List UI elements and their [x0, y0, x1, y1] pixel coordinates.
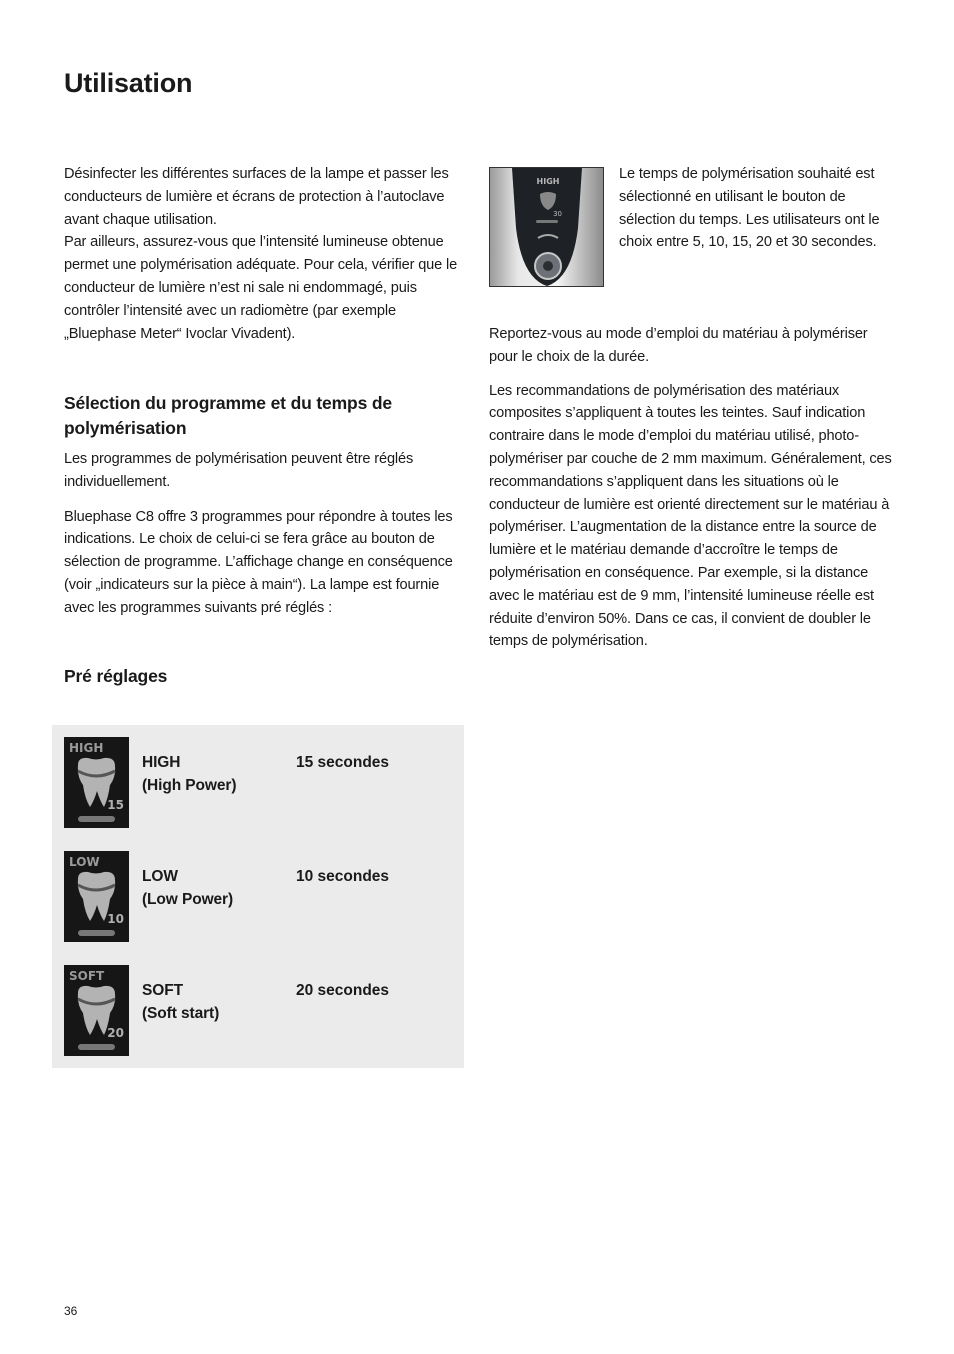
preset-seconds-text: 10 [107, 912, 124, 926]
presets-heading-block [64, 664, 468, 689]
preset-name-label: LOW [142, 868, 178, 885]
tooth-display-icon [64, 737, 129, 828]
preset-seconds-text: 20 [107, 1026, 124, 1040]
device-seconds-text: 30 [553, 210, 562, 218]
device-badge-text: HIGH [536, 177, 560, 186]
preset-row [64, 737, 454, 829]
preset-subtitle: (Low Power) [142, 890, 234, 908]
preset-name [142, 866, 233, 911]
device-handpiece-image [489, 167, 604, 287]
image-caption: Le temps de polymérisation souhaité est sélectionné en utilisant le bouton de sélection du temps. Les utilisateurs ont le choix entre 5, 10, 15, 20 et 30 secondes. [619, 166, 880, 251]
preset-time: 20 secondes [296, 982, 390, 999]
image-caption-block [619, 163, 899, 254]
intro-paragraph: Désinfecter les différentes surfaces de la lampe et passer les conducteurs de lumière et écrans de protection à l’autoclave avant chaque utilisation. [64, 166, 449, 228]
section-text [64, 448, 468, 620]
preset-seconds-text: 15 [107, 798, 124, 812]
preset-name [142, 752, 236, 797]
preset-row [64, 965, 454, 1057]
section-paragraph: Bluephase C8 offre 3 programmes pour répondre à toutes les indications. Le choix de celui-ci se fera grâce au bouton de sélection de programme. L’affichage change en conséquence (voir „indicateurs sur la pièce à main“). La lampe est fournie avec les programmes suivants pré réglés : [64, 508, 453, 616]
preset-badge-text: HIGH [69, 741, 104, 755]
tooth-display-icon [64, 851, 129, 942]
intro-text [64, 163, 468, 345]
page-title: Utilisation [64, 68, 193, 98]
presets-heading: Pré réglages [64, 666, 168, 686]
section-heading: Sélection du programme et du temps de polymérisation [64, 393, 392, 438]
presets-table [52, 725, 464, 1068]
preset-badge-text: SOFT [69, 969, 105, 983]
preset-badge-text: LOW [69, 855, 100, 869]
preset-row [64, 851, 454, 943]
right-paragraph: Reportez-vous au mode d’emploi du matériau à polymériser pour le choix de la durée. [489, 326, 868, 365]
preset-name-label: SOFT [142, 982, 183, 999]
preset-subtitle: (Soft start) [142, 1004, 220, 1022]
preset-name-label: HIGH [142, 754, 181, 771]
intro-paragraph-2: Par ailleurs, assurez-vous que l’intensité lumineuse obtenue permet une polymérisation adéquate. Pour cela, vérifier que le conducteur de lumière n’est ni sale ni endommagé, puis contrôler l’intensité avec un radiomètre (par exemple „Bluephase Meter“ Ivoclar Vivadent). [64, 234, 458, 342]
right-paragraph: Les recommandations de polymérisation des matériaux composites s’appliquent à toutes les teintes. Sauf indication contraire dans le mode d’emploi du matériau utilisé, photopolymériser par couche de 2 mm maximum. Généralement, ces recommandations s’appliquent dans les situations où le conducteur de lumière est orienté directement sur le matériau à polymériser. L’augmentation de la distance entre la source de lumière et le matériau demande d’accroître le temps de polymérisation en conséquence. Par exemple, si la distance avec le matériau est de 9 mm, l’intensité lumineuse réelle est réduite d’environ 50%. Dans ce cas, il convient de doubler le temps de polymérisation. [489, 382, 892, 650]
preset-time: 15 secondes [296, 754, 390, 771]
tooth-display-icon [64, 965, 129, 1056]
preset-subtitle: (High Power) [142, 776, 237, 794]
section-paragraph: Les programmes de polymérisation peuvent être réglés individuellement. [64, 451, 414, 490]
section-heading-block [64, 391, 404, 441]
preset-time: 10 secondes [296, 868, 390, 885]
right-text [489, 323, 893, 653]
preset-name [142, 980, 219, 1025]
page-number: 36 [64, 1304, 78, 1318]
